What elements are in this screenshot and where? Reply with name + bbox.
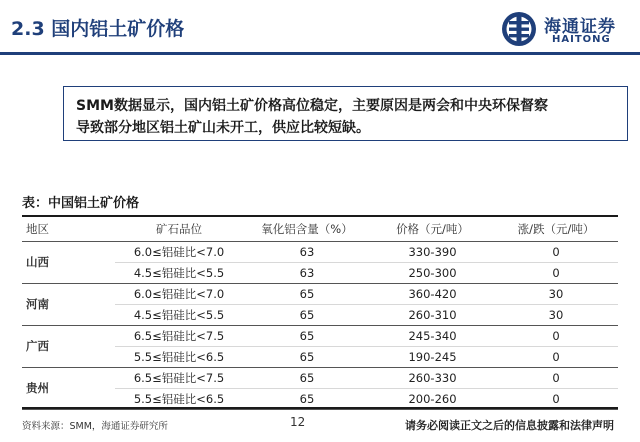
table-caption: 表：中国铝土矿价格 [22, 196, 140, 211]
logo-name-cn: 海通证券 [544, 17, 616, 37]
region-cell: 山西 [22, 241, 115, 283]
alumina-cell: 65 [243, 304, 371, 325]
alumina-cell: 65 [243, 346, 371, 367]
col-header-grade: 矿石品位 [115, 216, 243, 241]
change-cell: 0 [494, 241, 618, 262]
key-finding-line-1: SMM数据显示，国内铝土矿价格高位稳定，主要原因是两会和中央环保督察 [76, 98, 548, 114]
grade-cell: 6.5≤铝硅比<7.5 [115, 367, 243, 388]
alumina-cell: 65 [243, 283, 371, 304]
price-cell: 250-300 [371, 262, 494, 283]
col-header-price: 价格（元/吨） [371, 216, 494, 241]
region-cell: 广西 [22, 325, 115, 367]
company-logo [500, 10, 624, 48]
change-cell: 30 [494, 283, 618, 304]
grade-cell: 4.5≤铝硅比<5.5 [115, 262, 243, 283]
price-cell: 360-420 [371, 283, 494, 304]
footer-rule [22, 407, 618, 409]
grade-cell: 6.0≤铝硅比<7.0 [115, 241, 243, 262]
table-row [22, 325, 618, 346]
change-cell: 30 [494, 304, 618, 325]
source-note: 资料来源：SMM，海通证券研究所 [22, 421, 168, 432]
col-header-region: 地区 [22, 216, 115, 241]
key-finding-box [63, 86, 628, 141]
grade-cell: 4.5≤铝硅比<5.5 [115, 304, 243, 325]
table-row [22, 241, 618, 262]
price-cell: 330-390 [371, 241, 494, 262]
change-cell: 0 [494, 367, 618, 388]
table-row [22, 283, 618, 304]
change-cell: 0 [494, 262, 618, 283]
price-cell: 200-260 [371, 388, 494, 409]
alumina-cell: 65 [243, 367, 371, 388]
change-cell: 0 [494, 346, 618, 367]
bauxite-price-table [22, 215, 618, 410]
price-cell: 190-245 [371, 346, 494, 367]
price-cell: 260-330 [371, 367, 494, 388]
price-cell: 260-310 [371, 304, 494, 325]
logo-name-en: HAITONG [552, 34, 611, 45]
col-header-change: 涨/跌（元/吨） [494, 216, 618, 241]
alumina-cell: 63 [243, 241, 371, 262]
legal-disclaimer: 请务必阅读正文之后的信息披露和法律声明 [405, 419, 614, 432]
key-finding-line-2: 导致部分地区铝土矿山未开工，供应比较短缺。 [76, 120, 370, 136]
title-rule [0, 52, 640, 55]
alumina-cell: 65 [243, 325, 371, 346]
grade-cell: 5.5≤铝硅比<6.5 [115, 388, 243, 409]
change-cell: 0 [494, 388, 618, 409]
grade-cell: 6.0≤铝硅比<7.0 [115, 283, 243, 304]
region-cell: 河南 [22, 283, 115, 325]
table-row [22, 367, 618, 388]
change-cell: 0 [494, 325, 618, 346]
alumina-cell: 65 [243, 388, 371, 409]
table-header-row [22, 216, 618, 241]
region-cell: 贵州 [22, 367, 115, 409]
grade-cell: 6.5≤铝硅比<7.5 [115, 325, 243, 346]
page-title: 2.3 国内铝土矿价格 [11, 18, 185, 40]
page-number: 12 [290, 415, 306, 429]
alumina-cell: 63 [243, 262, 371, 283]
price-cell: 245-340 [371, 325, 494, 346]
grade-cell: 5.5≤铝硅比<6.5 [115, 346, 243, 367]
col-header-alumina: 氧化铝含量（%） [243, 216, 371, 241]
haitong-emblem-icon [500, 10, 538, 48]
